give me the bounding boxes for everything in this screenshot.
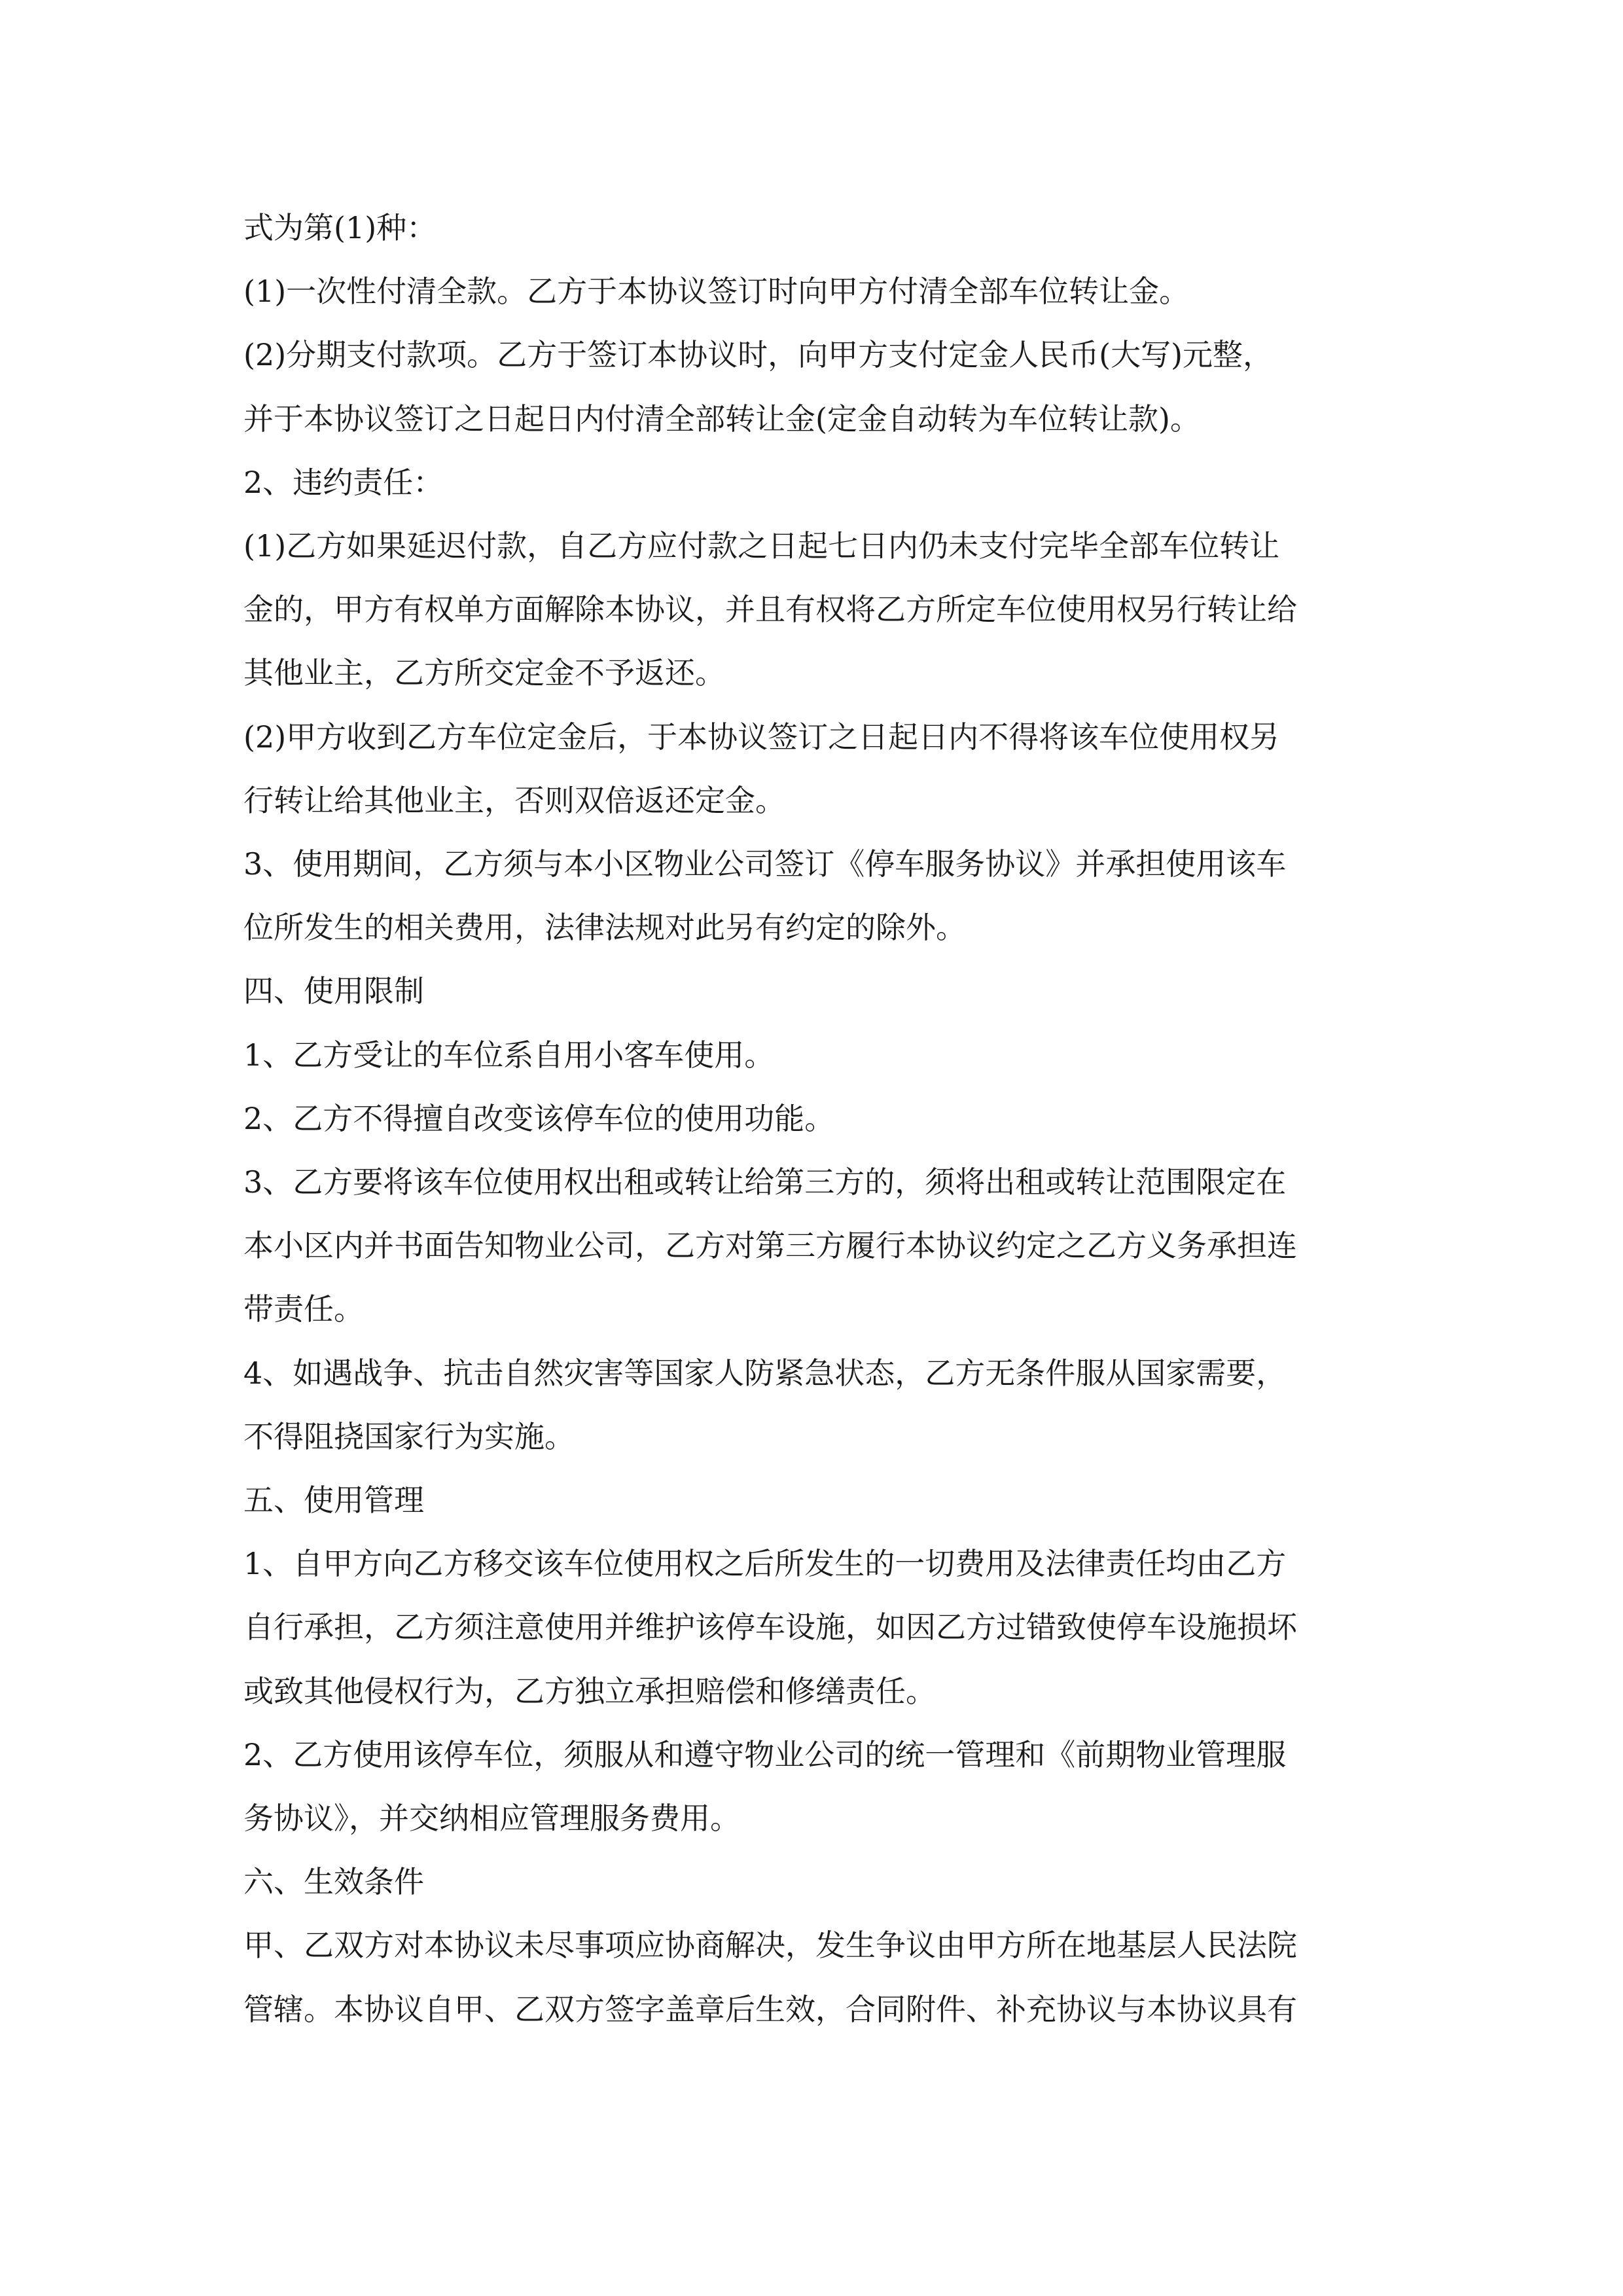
document-body: [243, 196, 1380, 2041]
text-line: 1、乙方受让的车位系自用小客车使用。: [243, 1037, 775, 1073]
text-line: 式为第(1)种：: [243, 210, 437, 245]
text-line: 4、如遇战争、抗击自然灾害等国家人防紧急状态，乙方无条件服从国家需要，: [243, 1355, 1287, 1391]
text-line: (2)甲方收到乙方车位定金后，于本协议签订之日起日内不得将该车位使用权另: [243, 719, 1280, 755]
text-line: 其他业主，乙方所交定金不予返还。: [243, 655, 725, 691]
text-line: 位所发生的相关费用，法律法规对此另有约定的除外。: [243, 910, 966, 946]
text-line: (1)一次性付清全款。乙方于本协议签订时向甲方付清全部车位转让金。: [243, 274, 1190, 310]
text-line: 金的，甲方有权单方面解除本协议，并且有权将乙方所定车位使用权另行转让给: [243, 592, 1297, 628]
text-line: 并于本协议签订之日起日内付清全部转让金(定金自动转为车位转让款)。: [243, 401, 1200, 437]
text-line: 自行承担，乙方须注意使用并维护该停车设施，如因乙方过错致使停车设施损坏: [243, 1609, 1297, 1645]
text-line: 行转让给其他业主，否则双倍返还定金。: [243, 782, 785, 818]
text-line: 3、乙方要将该车位使用权出租或转让给第三方的，须将出租或转让范围限定在: [243, 1164, 1287, 1200]
text-line: 本小区内并书面告知物业公司，乙方对第三方履行本协议约定之乙方义务承担连: [243, 1228, 1297, 1264]
text-line: 3、使用期间，乙方须与本小区物业公司签订《停车服务协议》并承担使用该车: [243, 846, 1287, 882]
section-heading: 四、使用限制: [243, 973, 424, 1009]
text-line: 务协议》，并交纳相应管理服务费用。: [243, 1801, 740, 1837]
section-heading: 2、违约责任：: [243, 464, 444, 500]
text-line: 2、乙方使用该停车位，须服从和遵守物业公司的统一管理和《前期物业管理服: [243, 1736, 1287, 1772]
text-line: 甲、乙双方对本协议未尽事项应协商解决，发生争议由甲方所在地基层人民法院: [243, 1928, 1297, 1964]
section-heading: 五、使用管理: [243, 1482, 424, 1518]
text-line: 不得阻挠国家行为实施。: [243, 1418, 575, 1454]
text-line: 2、乙方不得擅自改变该停车位的使用功能。: [243, 1100, 835, 1136]
section-heading: 六、生效条件: [243, 1864, 424, 1900]
text-line: 带责任。: [243, 1291, 364, 1327]
text-line: (2)分期支付款项。乙方于签订本协议时，向甲方支付定金人民币(大写)元整，: [243, 337, 1274, 373]
text-line: 或致其他侵权行为，乙方独立承担赔偿和修缮责任。: [243, 1673, 936, 1709]
text-line: 管辖。本协议自甲、乙双方签字盖章后生效，合同附件、补充协议与本协议具有: [243, 1991, 1297, 2027]
text-line: 1、自甲方向乙方移交该车位使用权之后所发生的一切费用及法律责任均由乙方: [243, 1546, 1287, 1582]
text-line: (1)乙方如果延迟付款，自乙方应付款之日起七日内仍未支付完毕全部车位转让: [243, 528, 1280, 564]
